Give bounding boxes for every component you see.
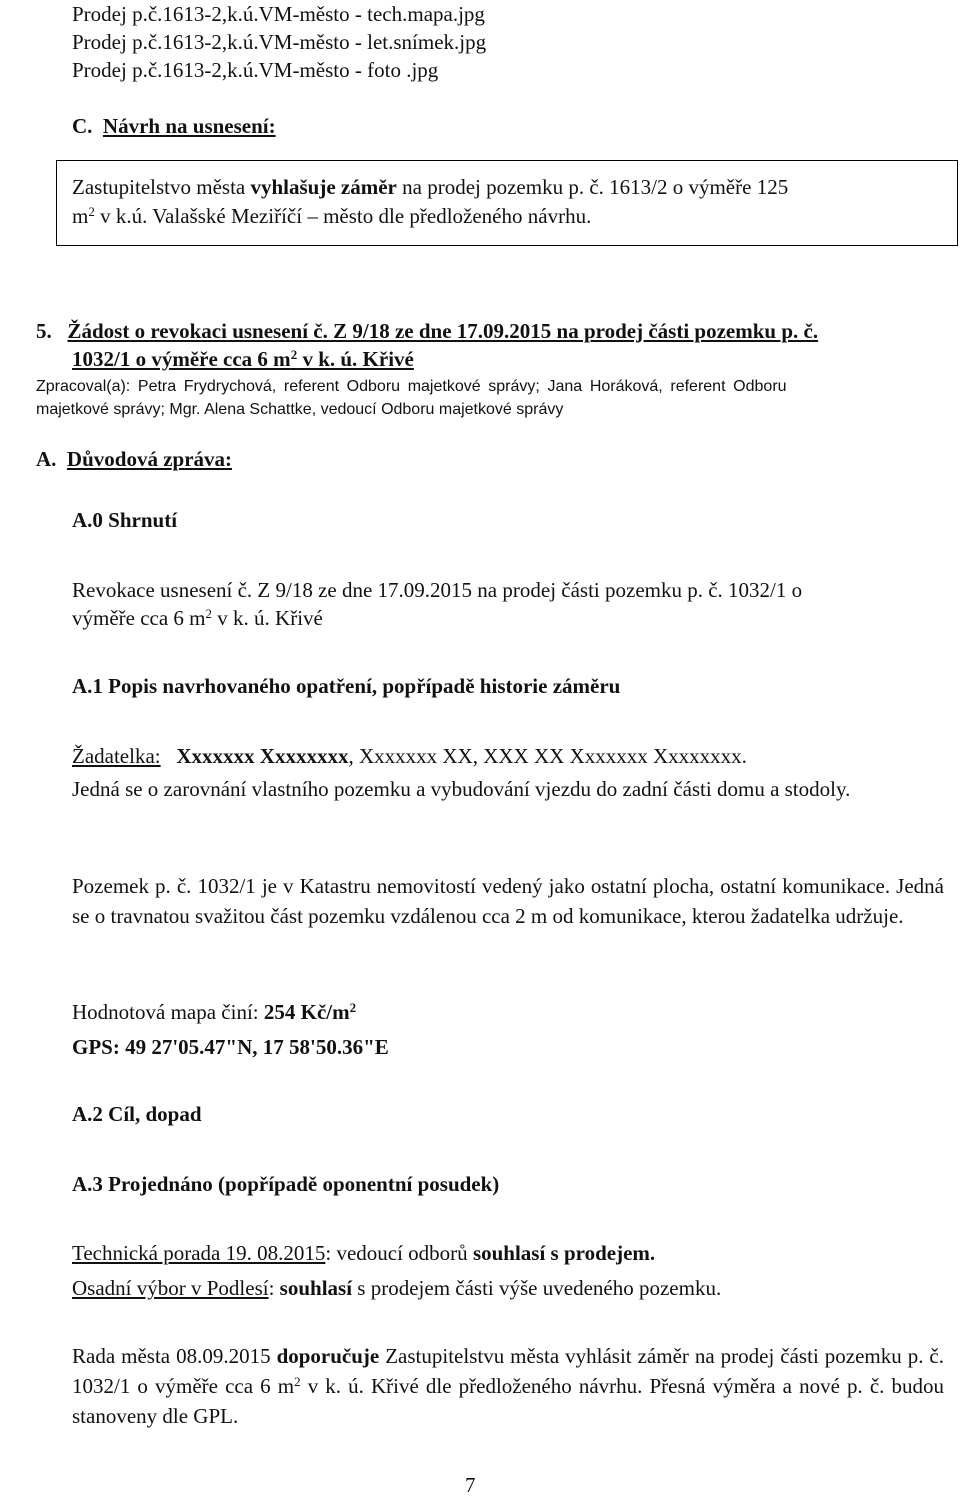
section-c-title: Návrh na usnesení: [102,114,276,138]
council-paragraph: Rada města 08.09.2015 doporučuje Zastupitelstvu města vyhlásit záměr na prodej části pozemku p. č. 1032/1 o výměře cca 6 $m^2$ v k. ú. Křivé dle předloženého návrhu. Přesná výměra a nové p. č. budou stanoveny dle GPL. [72,1344,945,1428]
resolution-text-3: m [72,204,89,228]
page-number: 7 [465,1473,476,1497]
applicant-label: Žadatelka: [72,744,161,768]
applicant-line [72,743,747,769]
technical-meeting-label: Technická porada 19. 08.2015 [72,1241,326,1265]
section-c-heading [72,113,276,139]
a0-line-1: Revokace usnesení č. Z 9/18 ze dne 17.09.2015 na prodej části pozemku p. č. 1032/1 o [72,578,803,602]
section-c-letter: C. [72,114,93,138]
a1-paragraph-1: Jedná se o zarovnání vlastního pozemku a vybudování vjezdu do zadní části domu a stodoly. [72,777,851,801]
value-map-line [72,999,356,1025]
a1-heading: A.1 Popis navrhovaného opatření, popřípadě historie záměru [72,674,621,698]
attachment-3: Prodej p.č.1613-2,k.ú.VM-město - foto .jpg [72,58,439,82]
resolution-sup: 2 [88,204,95,219]
processed-by-line-2: majetkové správy; Mgr. Alena Schattke, vedoucí Odboru majetkové správy [36,401,564,418]
item-5-title-line-2 [72,346,414,372]
settlement-committee-line: Osadní výbor v Podlesí: souhlasí s prodejem části výše uvedeného pozemku. [72,1276,722,1300]
applicant-name: Xxxxxxx Xxxxxxxx [176,744,349,768]
a1-paragraph-2: Pozemek p. č. 1032/1 je v Katastru nemovitostí vedený jako ostatní plocha, ostatní komunikace. Jedná se o travnatou svažitou část pozemku vzdálenou cca 2 m od komunikace, kterou žadatelka udržuje. [72,874,944,928]
resolution-text: Zastupitelstvo města [72,175,251,199]
technical-meeting-result: souhlasí s prodejem. [472,1241,656,1265]
settlement-committee-label: Osadní výbor v Podlesí [72,1276,269,1300]
a2-heading: A.2 Cíl, dopad [72,1102,202,1126]
value-map-value: 254 $Kč/m^2$ [263,1000,357,1024]
attachment-1: Prodej p.č.1613-2,k.ú.VM-město - tech.mapa.jpg [72,2,485,26]
gps-line: GPS: 49 27'05.47"N, 17 58'50.36"E [72,1035,389,1059]
item-5-number: 5. [36,319,52,343]
resolution-line-2 [72,203,591,229]
item-5-title-2: 1032/1 o výměře cca 6 $m^2$ v k. ú. Křivé [72,347,414,371]
applicant-address: , Xxxxxxx XX, XXX XX Xxxxxxx Xxxxxxxx. [348,744,747,768]
a0-line-2: výměře cca 6 $m^2$ v k. ú. Křivé [72,606,323,630]
section-a-letter: A. [36,447,57,471]
value-map-label: Hodnotová mapa činí: [72,1000,264,1024]
resolution-line-1 [72,174,788,200]
a3-heading: A.3 Projednáno (popřípadě oponentní posudek) [72,1172,500,1196]
council-recommends: doporučuje [276,1344,380,1368]
section-a-title: Důvodová zpráva: [66,447,233,471]
section-a-heading [36,446,232,472]
a0-heading: A.0 Shrnutí [72,508,178,532]
resolution-text-2: na prodej pozemku p. č. 1613/2 o výměře 125 [396,175,789,199]
processed-by-line-1: Zpracoval(a): Petra Frydrychová, referent Odboru majetkové správy; Jana Horáková, referent Odboru [36,378,787,395]
resolution-bold: vyhlašuje záměr [250,175,397,199]
technical-meeting-line: Technická porada 19. 08.2015: vedoucí odborů souhlasí s prodejem. [72,1241,656,1265]
resolution-text-4: v k.ú. Valašské Meziříčí – město dle předloženého návrhu. [94,204,592,228]
attachment-2: Prodej p.č.1613-2,k.ú.VM-město - let.snímek.jpg [72,30,487,54]
item-5-title-line-1 [36,318,818,344]
item-5-title: Žádost o revokaci usnesení č. Z 9/18 ze dne 17.09.2015 na prodej části pozemku p. č. [67,319,819,343]
settlement-committee-result: souhlasí [279,1276,353,1300]
